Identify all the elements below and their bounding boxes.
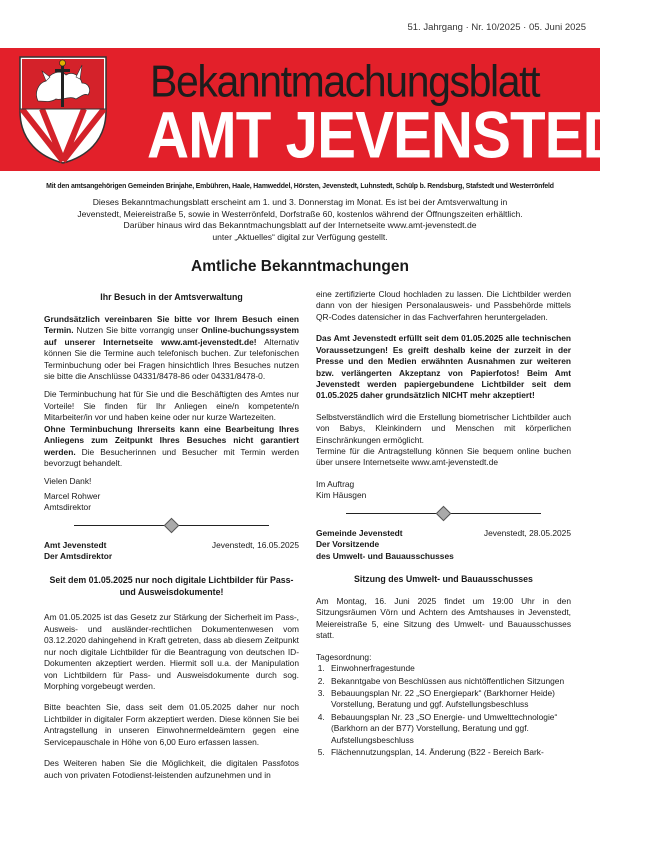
intro-line: unter „Aktuelles“ digital zur Verfügung gestellt. bbox=[212, 232, 388, 243]
column-left bbox=[44, 292, 299, 788]
intro-line: Jevenstedt, Meiereistraße 5, sowie in Westerrönfeld, Dorfstraße 60, kostenlos während der Öffnungszeiten erhältlich. bbox=[77, 208, 523, 219]
separator bbox=[44, 520, 299, 532]
authority-role: Der Amtsdirektor bbox=[44, 551, 113, 562]
authority-name: Amt Jevenstedt bbox=[44, 539, 107, 550]
visit-warning bbox=[44, 424, 299, 470]
agenda-item: 4. Bebauungsplan Nr. 23 „SO Energie- und Umwelttechnologie“ (Barkhorn an der B77) Vorstellung, Beratung und ggf. Aufstellungsbeschluss bbox=[327, 712, 571, 746]
visit-bold-online: Online-buchungssystem auf unserer Internetseite www.amt-jevenstedt.de! bbox=[44, 325, 299, 347]
agenda-item: 5. Flächennutzungsplan, 14. Änderung (B22 - Bereich Bark- bbox=[327, 747, 571, 758]
committee-name: des Umwelt- und Bauausschusses bbox=[316, 550, 454, 561]
committee-date: Jevenstedt, 28.05.2025 bbox=[483, 527, 571, 538]
intro-line: Dieses Bekanntmachungsblatt erscheint am 1. und 3. Donnerstag im Monat. Es ist bei der Amtsverwaltung in bbox=[92, 197, 508, 207]
photo-heading: Seit dem 01.05.2025 nur noch digitale Lichtbilder für Pass- und Ausweisdokumente! bbox=[49, 574, 294, 597]
diamond-ornament-icon bbox=[163, 517, 179, 533]
visit-warning-bold: Ohne Terminbuchung Ihrerseits kann eine Bearbeitung Ihres Anliegens zum Zeitpunkt Ihres Besuches nicht garantiert werden. bbox=[44, 423, 299, 457]
committee-chair: Der Vorsitzende bbox=[316, 539, 380, 550]
coat-of-arms-icon bbox=[16, 53, 110, 165]
committee-block bbox=[316, 528, 571, 562]
by-name: Kim Häusgen bbox=[316, 490, 367, 501]
visit-bold: Grundsätzlich vereinbaren Sie bitte vor Ihrem Besuch einen Termin. bbox=[44, 313, 299, 336]
important-notice: Das Amt Jevenstedt erfüllt seit dem 01.05.2025 alle technischen Voraussetzungen! Es greift deshalb keine der zurzeit in der Presse und den Medien erwähnten Ausnahmen zur weiteren bzw. verlängerten Akzeptanz von Papierfotos! Beim Amt Jevenstedt werden papiergebundene Lichtbilder seit dem 01.05.2025 daher grundsätzlich NICHT mehr akzeptiert! bbox=[316, 333, 571, 401]
accessibility-paragraph: Selbstverständlich wird die Erstellung biometrischer Lichtbilder auch von Babys, Kleinkindern und Menschen mit körperlichen Einschränkungen ermöglicht. bbox=[316, 411, 571, 445]
agenda-item: 2. Bekanntgabe von Beschlüssen aus nichtöffentlichen Sitzungen bbox=[327, 676, 571, 687]
municipalities-subtitle: Mit den amtsangehörigen Gemeinden Brinjahe, Embühren, Haale, Hamweddel, Hörsten, Jevenstedt, Luhnstedt, Schülp b. Rendsburg, Stafstedt und Westerrönfeld bbox=[46, 183, 554, 190]
signature-role: Amtsdirektor bbox=[44, 502, 92, 513]
committee-names bbox=[316, 528, 454, 562]
intro-text bbox=[40, 197, 560, 244]
masthead-title-line1: Bekanntmachungsblatt bbox=[150, 56, 540, 106]
agenda-list bbox=[327, 663, 571, 758]
column-right bbox=[316, 289, 571, 759]
agenda-item: 3. Bebauungsplan Nr. 22 „SO Energiepark“ (Barkhorner Heide) Vorstellung, Beratung und ggf. Aufstellungsbeschluss bbox=[327, 688, 571, 711]
by-order: Im Auftrag bbox=[316, 478, 355, 489]
visit-text-phone: Alternativ können Sie die Termine auch telefonisch buchen. Zur telefonischen Terminbuchung oder bei Fragen hinsichtlich Ihres Besuches nutzen sie bitte die Anschlüsse 04331/8478-86 oder 04331/8478-0. bbox=[44, 336, 300, 382]
section-title: Amtliche Bekanntmachungen bbox=[191, 258, 409, 275]
issue-line: 51. Jahrgang · Nr. 10/2025 · 05. Juni 2025 bbox=[407, 22, 586, 33]
visit-warning-text: Die Besucherinnen und Besucher mit Termin werden bevorzugt behandelt. bbox=[44, 446, 299, 469]
visit-text: Nutzen Sie bitte vorrangig unser bbox=[73, 325, 202, 336]
photo-paragraph: Am 01.05.2025 ist das Gesetz zur Stärkung der Sicherheit im Pass-, Ausweis- und ausländer-rechtlichen Dokumentenwesen vom 03.12.2020 dahingehend in Kraft getreten, dass ab diesem Zeitpunkt nur noch digitale Lichtbilder für die Beantragung von deutschen ID-Dokumenten akzeptiert werden. Hiermit soll u.a. der Manipulation von Lichtbildern für Pass- und Ausweisdokumente durch sog. Morphing vorgebeugt werden. bbox=[44, 612, 299, 691]
separator bbox=[316, 508, 571, 520]
masthead bbox=[0, 48, 658, 173]
visit-paragraph bbox=[44, 314, 299, 383]
cloud-paragraph: eine zertifizierte Cloud hochladen zu lassen. Die Lichtbilder werden dann von der hiesigen Personalausweis- und Passbehörde mittels QR-Codes datensicher in das Fachverfahren heruntergeladen. bbox=[316, 289, 571, 322]
masthead-title-line2: AMT JEVENSTEDT bbox=[147, 99, 658, 173]
visit-heading: Ihr Besuch in der Amtsverwaltung bbox=[100, 292, 243, 302]
agenda-item: 1. Einwohnerfragestunde bbox=[327, 663, 571, 674]
meeting-heading: Sitzung des Umwelt- und Bauausschusses bbox=[354, 574, 533, 585]
committee-municipality: Gemeinde Jevenstedt bbox=[316, 527, 403, 538]
intro-line: Darüber hinaus wird das Bekanntmachungsblatt auf der Internetseite www.amt-jevenstedt.de bbox=[123, 220, 477, 231]
diamond-ornament-icon bbox=[435, 505, 451, 521]
visit-benefits: Die Terminbuchung hat für Sie und die Beschäftigten des Amtes nur Vorteile! Sie finden für Ihr Anliegen eine/n kompetente/n Mitarbeiter/in vor und haben keine oder nur kurze Wartezeiten. bbox=[44, 389, 299, 423]
authority-date: Jevenstedt, 16.05.2025 bbox=[211, 539, 299, 550]
authority-names bbox=[44, 540, 112, 563]
photo-paragraph: Bitte beachten Sie, dass seit dem 01.05.2025 daher nur noch Lichtbilder in digitaler Form akzeptiert werden. Diese können Sie bei Antragstellung in unseren Einwohnermeldeämtern gegen eine Servicepauschale in Höhe von 6,00 Euro erfassen lassen. bbox=[44, 702, 299, 747]
meeting-paragraph: Am Montag, 16. Juni 2025 findet um 19:00 Uhr in den Sitzungsräumen Vörn und Achtern des Amtshauses in Jevenstedt, Meiereistraße 5, eine Sitzung des Umwelt- und Bauausschusses statt. bbox=[316, 595, 571, 641]
photo-paragraph: Des Weiteren haben Sie die Möglichkeit, die digitalen Passfotos auch von privaten Fotodienst-leistenden aufzunehmen und in bbox=[44, 758, 299, 780]
agenda-label: Tagesordnung: bbox=[316, 651, 372, 662]
thanks: Vielen Dank! bbox=[44, 476, 92, 487]
authority-block bbox=[44, 540, 299, 563]
booking-paragraph: Termine für die Antragstellung können Sie bequem online buchen über unsere Internetseite www.amt-jevenstedt.de bbox=[316, 446, 571, 468]
signature-name: Marcel Rohwer bbox=[44, 490, 101, 501]
